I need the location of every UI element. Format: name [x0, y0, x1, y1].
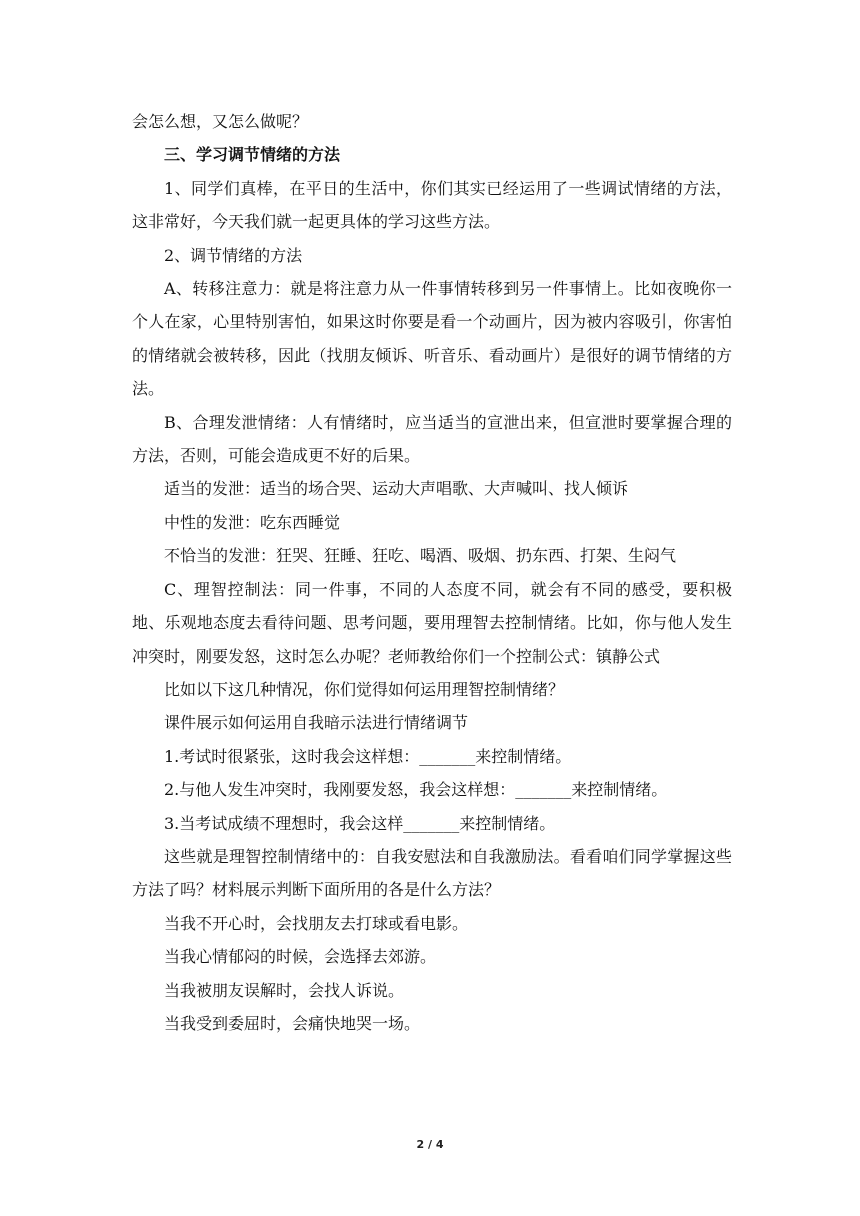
paragraph: 课件展示如何运用自我暗示法进行情绪调节	[164, 713, 469, 733]
paragraph: 比如以下这几种情况，你们觉得如何运用理智控制情绪？	[164, 679, 565, 699]
paragraph: 2、调节情绪的方法	[164, 245, 303, 265]
paragraph: 当我心情郁闷的时候，会选择去郊游。	[164, 947, 437, 967]
paragraph: 3.当考试成绩不理想时，我会这样_______来控制情绪。	[164, 813, 556, 833]
paragraph: 当我受到委屈时，会痛快地哭一场。	[164, 1013, 421, 1033]
paragraph: 1、同学们真棒，在平日的生活中，你们其实已经运用了一些调试情绪的方法，这非常好，今天我们就一起更具体的学习这些方法。	[132, 178, 732, 232]
paragraph: 中性的发泄：吃东西睡觉	[164, 512, 341, 532]
page-number: 2 / 4	[416, 1138, 444, 1151]
paragraph: 不恰当的发泄：狂哭、狂睡、狂吃、喝酒、吸烟、扔东西、打架、生闷气	[164, 546, 677, 566]
document-body	[132, 105, 732, 1040]
paragraph: 1.考试时很紧张，这时我会这样想：_______来控制情绪。	[164, 746, 572, 766]
paragraph: C、理智控制法：同一件事，不同的人态度不同，就会有不同的感受，要积极地、乐观地态度去看待问题、思考问题，要用理智去控制情绪。比如，你与他人发生冲突时，刚要发怒，这时怎么办呢？老师教给你们一个控制公式：镇静公式	[132, 579, 732, 666]
section-heading: 三、学习调节情绪的方法	[164, 145, 341, 165]
paragraph: 会怎么想，又怎么做呢？	[132, 112, 309, 131]
paragraph: A、转移注意力：就是将注意力从一件事情转移到另一件事情上。比如夜晚你一个人在家，心里特别害怕，如果这时你要是看一个动画片，因为被内容吸引，你害怕的情绪就会被转移，因此（找朋友倾诉、听音乐、看动画片）是很好的调节情绪的方法。	[132, 279, 732, 399]
paragraph: 这些就是理智控制情绪中的：自我安慰法和自我激励法。看看咱们同学掌握这些方法了吗？材料展示判断下面所用的各是什么方法？	[132, 846, 732, 900]
paragraph: 当我不开心时，会找朋友去打球或看电影。	[164, 913, 469, 933]
paragraph: 当我被朋友误解时，会找人诉说。	[164, 980, 405, 1000]
paragraph: 适当的发泄：适当的场合哭、运动大声唱歌、大声喊叫、找人倾诉	[164, 479, 629, 499]
paragraph: B、合理发泄情绪：人有情绪时，应当适当的宣泄出来，但宣泄时要掌握合理的方法，否则，可能会造成更不好的后果。	[132, 412, 732, 466]
paragraph: 2.与他人发生冲突时，我刚要发怒，我会这样想：_______来控制情绪。	[164, 780, 668, 800]
